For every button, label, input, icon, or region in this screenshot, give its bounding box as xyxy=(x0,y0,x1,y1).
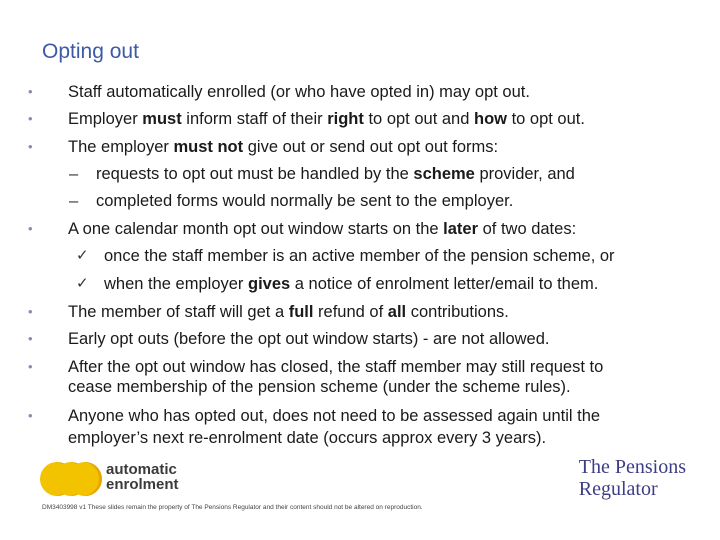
check-icon: ✓ xyxy=(76,247,89,264)
sub-bullet-text: requests to opt out must be handled by the scheme provider, and xyxy=(96,165,575,183)
bullet-marker: • xyxy=(28,111,33,126)
bullet-text: A one calendar month opt out window starts on the later of two dates: xyxy=(68,220,577,238)
automatic-enrolment-logo xyxy=(40,459,190,499)
pensions-regulator-logo: The Pensions Regulator xyxy=(578,456,686,500)
dash-marker: – xyxy=(69,192,79,210)
bullet-text: cease membership of the pension scheme (under the scheme rules). xyxy=(68,378,571,396)
bullet-text: Early opt outs (before the opt out window starts) - are not allowed. xyxy=(68,330,550,348)
sub-bullet-text: completed forms would normally be sent to the employer. xyxy=(96,192,514,210)
bullet-text: After the opt out window has closed, the staff member may still request to xyxy=(68,358,604,376)
check-icon: ✓ xyxy=(76,275,89,292)
footer-disclaimer: DM3403998 v1 These slides remain the property of The Pensions Regulator and their content should not be altered on reproduction. xyxy=(42,504,423,511)
bullet-text: The employer must not give out or send out opt out forms: xyxy=(68,138,499,156)
bullet-marker: • xyxy=(28,304,33,319)
bullet-text: Staff automatically enrolled (or who have opted in) may opt out. xyxy=(68,83,530,101)
logo-circles-icon xyxy=(40,459,102,499)
check-text: once the staff member is an active member of the pension scheme, or xyxy=(104,247,615,265)
bullet-text: employer’s next re-enrolment date (occurs approx every 3 years). xyxy=(68,429,547,447)
page-title: Opting out xyxy=(42,40,139,63)
check-text: when the employer gives a notice of enrolment letter/email to them. xyxy=(104,275,599,293)
bullet-marker: • xyxy=(28,408,33,423)
dash-marker: – xyxy=(69,165,79,183)
bullet-marker: • xyxy=(28,359,33,374)
bullet-text: The member of staff will get a full refund of all contributions. xyxy=(68,303,509,321)
bullet-marker: • xyxy=(28,221,33,236)
logo-text: automatic enrolment xyxy=(106,461,179,493)
bullet-text: Anyone who has opted out, does not need to be assessed again until the xyxy=(68,407,601,425)
bullet-marker: • xyxy=(28,139,33,154)
bullet-text: Employer must inform staff of their right to opt out and how to opt out. xyxy=(68,110,585,128)
bullet-marker: • xyxy=(28,84,33,99)
bullet-marker: • xyxy=(28,331,33,346)
